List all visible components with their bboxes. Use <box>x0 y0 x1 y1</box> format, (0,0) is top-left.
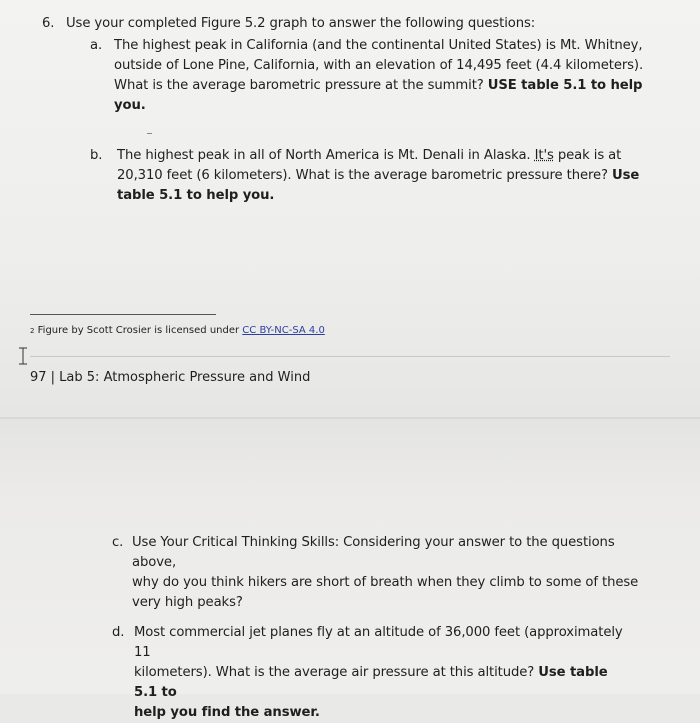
question-c-letter: c. <box>112 535 124 550</box>
license-link[interactable]: CC BY-NC-SA 4.0 <box>242 325 325 336</box>
question-c-line: Use Your Critical Thinking Skills: Considering your answer to the questions above, <box>132 535 615 570</box>
footnote-text: Figure by Scott Crosier is licensed under <box>37 325 243 336</box>
question-6-number: 6. <box>42 16 55 31</box>
question-d-line <box>134 663 634 703</box>
footnote-rule <box>30 314 216 315</box>
question-b-letter: b. <box>90 148 103 163</box>
question-6-text: Use your completed Figure 5.2 graph to answer the following questions: <box>66 16 536 31</box>
question-a-line: The highest peak in California (and the continental United States) is Mt. Whitney, <box>114 38 643 53</box>
question-b-text <box>117 146 647 206</box>
spelling-flag: It's <box>534 148 554 163</box>
question-b-line-text: The highest peak in all of North America is Mt. Denali in Alaska. <box>117 148 535 163</box>
footnote-marker: 2 <box>30 327 35 335</box>
question-a-line <box>114 76 644 96</box>
question-c-text <box>132 533 652 613</box>
footer-rule <box>30 356 670 357</box>
question-b-instruction: Use <box>612 168 640 183</box>
question-a-instruction: USE table 5.1 to help <box>487 78 643 93</box>
question-c-line: why do you think hikers are short of breath when they climb to some of these <box>132 575 639 590</box>
question-a-line-text: What is the average barometric pressure at the summit? <box>114 78 488 93</box>
question-b-line-text: 20,310 feet (6 kilometers). What is the average barometric pressure there? <box>117 168 613 183</box>
question-a-text <box>114 36 644 116</box>
question-d-line: Most commercial jet planes fly at an altitude of 36,000 feet (approximately 11 <box>134 625 623 660</box>
question-d-letter: d. <box>112 625 125 640</box>
question-a-instruction-end: you. <box>114 98 146 113</box>
question-a-letter: a. <box>90 38 103 53</box>
text-cursor-icon <box>18 346 28 366</box>
question-d-instruction-end: help you find the answer. <box>134 705 320 720</box>
question-b-instruction-end: table 5.1 to help you. <box>117 188 275 203</box>
question-b-line-text: peak is at <box>553 148 622 163</box>
question-d-instruction: Use table 5.1 to <box>134 665 608 700</box>
page-break <box>0 417 700 419</box>
question-c-line: very high peaks? <box>132 595 243 610</box>
question-d-text <box>134 623 634 723</box>
footnote <box>30 324 325 338</box>
question-b-line <box>117 146 647 166</box>
stray-mark <box>147 133 152 134</box>
page-footer: 97 | Lab 5: Atmospheric Pressure and Wind <box>30 370 311 385</box>
question-d-line-text: kilometers). What is the average air pressure at this altitude? <box>134 665 539 680</box>
question-b-line <box>117 166 647 186</box>
question-a-line: outside of Lone Pine, California, with an elevation of 14,495 feet (4.4 kilometers). <box>114 58 644 73</box>
